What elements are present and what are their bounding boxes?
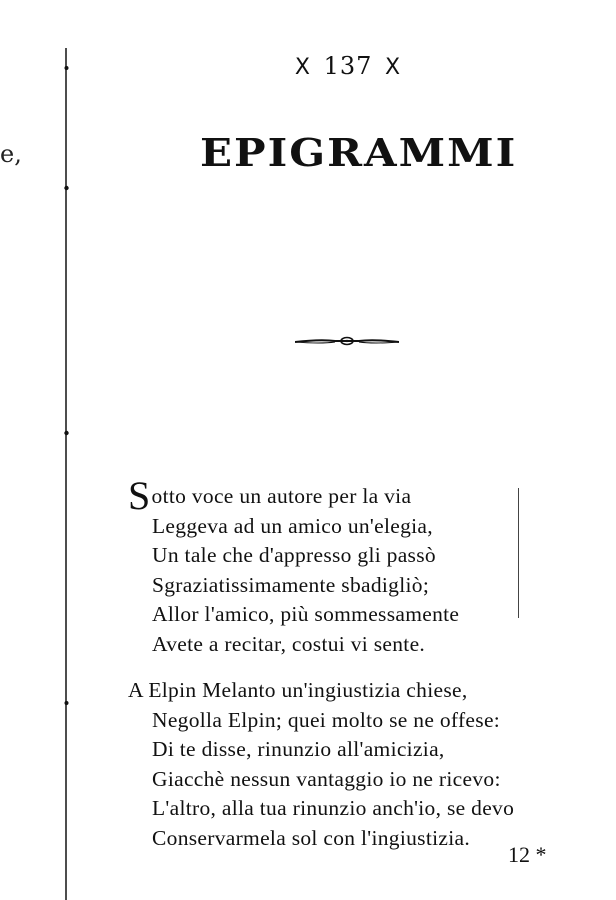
poem-line: Leggeva ad un amico un'elegia, [152,513,433,538]
poem-line: Giacchè nessun vantaggio io ne ricevo: [152,766,501,791]
facing-page-fragment: e, [0,140,22,168]
poem-line: Avete a recitar, costui vi sente. [152,631,426,656]
poem-line: Allor l'amico, più sommessamente [152,602,460,626]
running-head-right-mark: X [385,55,402,80]
poem-line: L'altro, alla tua rinunzio anch'io, se devo [152,796,515,820]
binding-gutter-line [64,48,67,900]
poem-line: Un tale che d'appresso gli passò [152,543,436,567]
poem-line: Sgraziatissimamente sbadigliò; [152,572,430,597]
page-number: 137 [323,52,373,80]
poem-line: A Elpin Melanto un'ingiustizia chiese, [128,678,468,702]
printer-signature-mark: 12 * [508,842,547,867]
running-head [0,52,616,80]
ornamental-rule [295,333,399,349]
poem-line: Negolla Elpin; quei molto se ne offese: [152,707,501,732]
epigram-1 [128,473,460,659]
poem-line-text: otto voce un autore per la via [151,484,412,508]
margin-rule [518,488,519,618]
drop-cap: S [128,473,151,518]
section-title: EPIGRAMMI [200,129,518,176]
epigram-2 [128,676,514,853]
poem-line: Conservarmela sol con l'ingiustizia. [152,825,470,850]
poem-line [128,473,459,518]
poem-line: Di te disse, rinunzio all'amicizia, [152,737,445,761]
running-head-left-mark: X [294,55,311,80]
